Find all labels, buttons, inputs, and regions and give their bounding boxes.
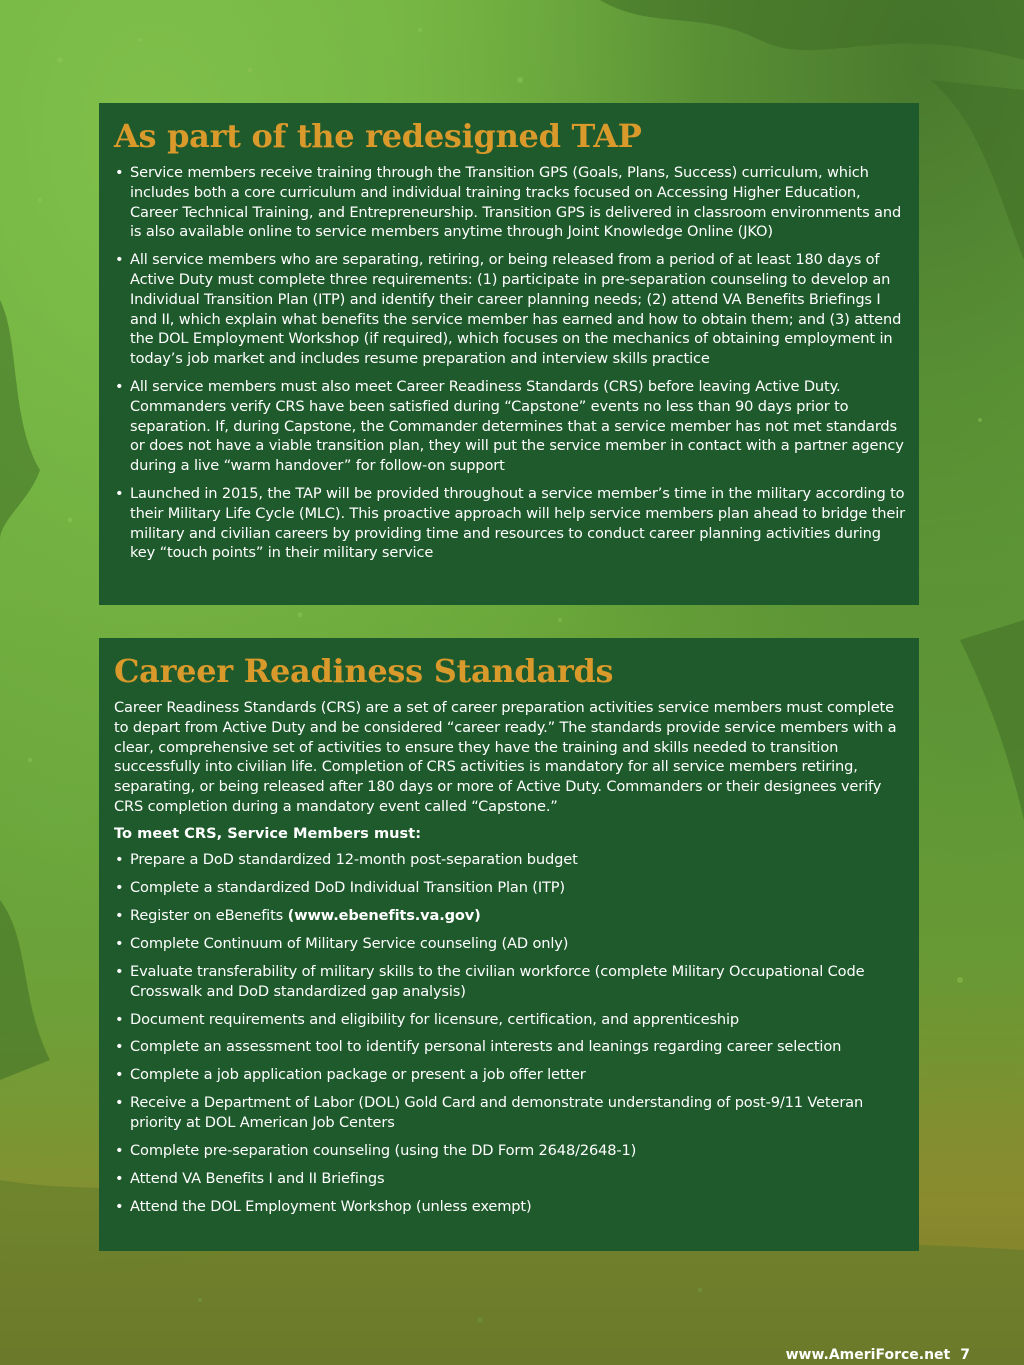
crs-heading: Career Readiness Standards (114, 652, 614, 690)
crs-requirement-item: • Complete a job application package or present a job offer letter (114, 1065, 907, 1085)
crs-requirement-item: • Attend VA Benefits I and II Briefings (114, 1169, 907, 1189)
crs-requirement-item: • Document requirements and eligibility for licensure, certification, and apprenticeship (114, 1010, 907, 1030)
crs-requirement-item: • Complete Continuum of Military Service counseling (AD only) (114, 934, 907, 954)
tap-bullet-item: • All service members who are separating, retiring, or being released from a period of at least 180 days of Active Duty must complete three requirements: (1) participate in pre-separation counseling to develop an Individual Transition Plan (ITP) and identify their career planning needs; (2) attend VA Benefits Briefings I and II, which explain what benefits the service member has earned and how to obtain them; and (3) attend the DOL Employment Workshop (if required), which focuses on the mechanics of obtaining employment in today’s job market and includes resume preparation and interview skills practice (114, 250, 907, 369)
footer-website[interactable]: www.AmeriForce.net (785, 1347, 951, 1363)
career-readiness-panel (99, 638, 919, 1251)
tap-bullet-item: • Service members receive training through the Transition GPS (Goals, Plans, Success) curriculum, which includes both a core curriculum and individual training tracks focused on Accessing Higher Education, Career Technical Training, and Entrepreneurship. Transition GPS is delivered in classroom environments and is also available online to service members anytime through Joint Knowledge Online (JKO) (114, 163, 907, 242)
crs-requirement-item: • Evaluate transferability of military skills to the civilian workforce (complete Military Occupational Code Crosswalk and DoD standardized gap analysis) (114, 962, 907, 1002)
crs-requirements-subhead: To meet CRS, Service Members must: (114, 824, 422, 842)
crs-requirements-list (114, 850, 907, 1217)
crs-requirement-item: • Complete a standardized DoD Individual Transition Plan (ITP) (114, 878, 907, 898)
crs-requirement-item: • Prepare a DoD standardized 12-month post-separation budget (114, 850, 907, 870)
crs-requirement-item: • Complete an assessment tool to identify personal interests and leanings regarding career selection (114, 1037, 907, 1057)
page-footer (786, 1347, 970, 1363)
ebenefits-link[interactable]: (www.ebenefits.va.gov) (287, 906, 481, 924)
redesigned-tap-panel (99, 103, 919, 605)
crs-requirement-item-ebenefits (114, 906, 907, 926)
tap-heading: As part of the redesigned TAP (114, 117, 642, 155)
crs-requirement-item: • Attend the DOL Employment Workshop (unless exempt) (114, 1197, 907, 1217)
crs-intro-paragraph: Career Readiness Standards (CRS) are a set of career preparation activities service members must complete to depart from Active Duty and be considered “career ready.” The standards provide service members with a clear, comprehensive set of activities to ensure they have the training and skills needed to transition successfully into civilian life. Completion of CRS activities is mandatory for all service members retiring, separating, or being released after 180 days or more of Active Duty. Commanders or their designees verify CRS completion during a mandatory event called “Capstone.” (114, 699, 897, 815)
tap-bullet-item: • Launched in 2015, the TAP will be provided throughout a service member’s time in the military according to their Military Life Cycle (MLC). This proactive approach will help service members plan ahead to bridge their military and civilian careers by providing time and resources to conduct career planning activities during key “touch points” in their military service (114, 484, 907, 563)
crs-requirement-item: • Complete pre-separation counseling (using the DD Form 2648/2648-1) (114, 1141, 907, 1161)
crs-requirement-item: • Receive a Department of Labor (DOL) Gold Card and demonstrate understanding of post-9/11 Veteran priority at DOL American Job Centers (114, 1093, 907, 1133)
tap-bullet-list (114, 163, 907, 563)
tap-bullet-item: • All service members must also meet Career Readiness Standards (CRS) before leaving Active Duty. Commanders verify CRS have been satisfied during “Capstone” events no less than 90 days prior to separation. If, during Capstone, the Commander determines that a service member has not met standards or does not have a viable transition plan, they will put the service member in contact with a partner agency during a live “warm handover” for follow-on support (114, 377, 907, 476)
crs-requirement-text: Register on eBenefits (130, 906, 284, 924)
page-number: 7 (960, 1347, 970, 1363)
